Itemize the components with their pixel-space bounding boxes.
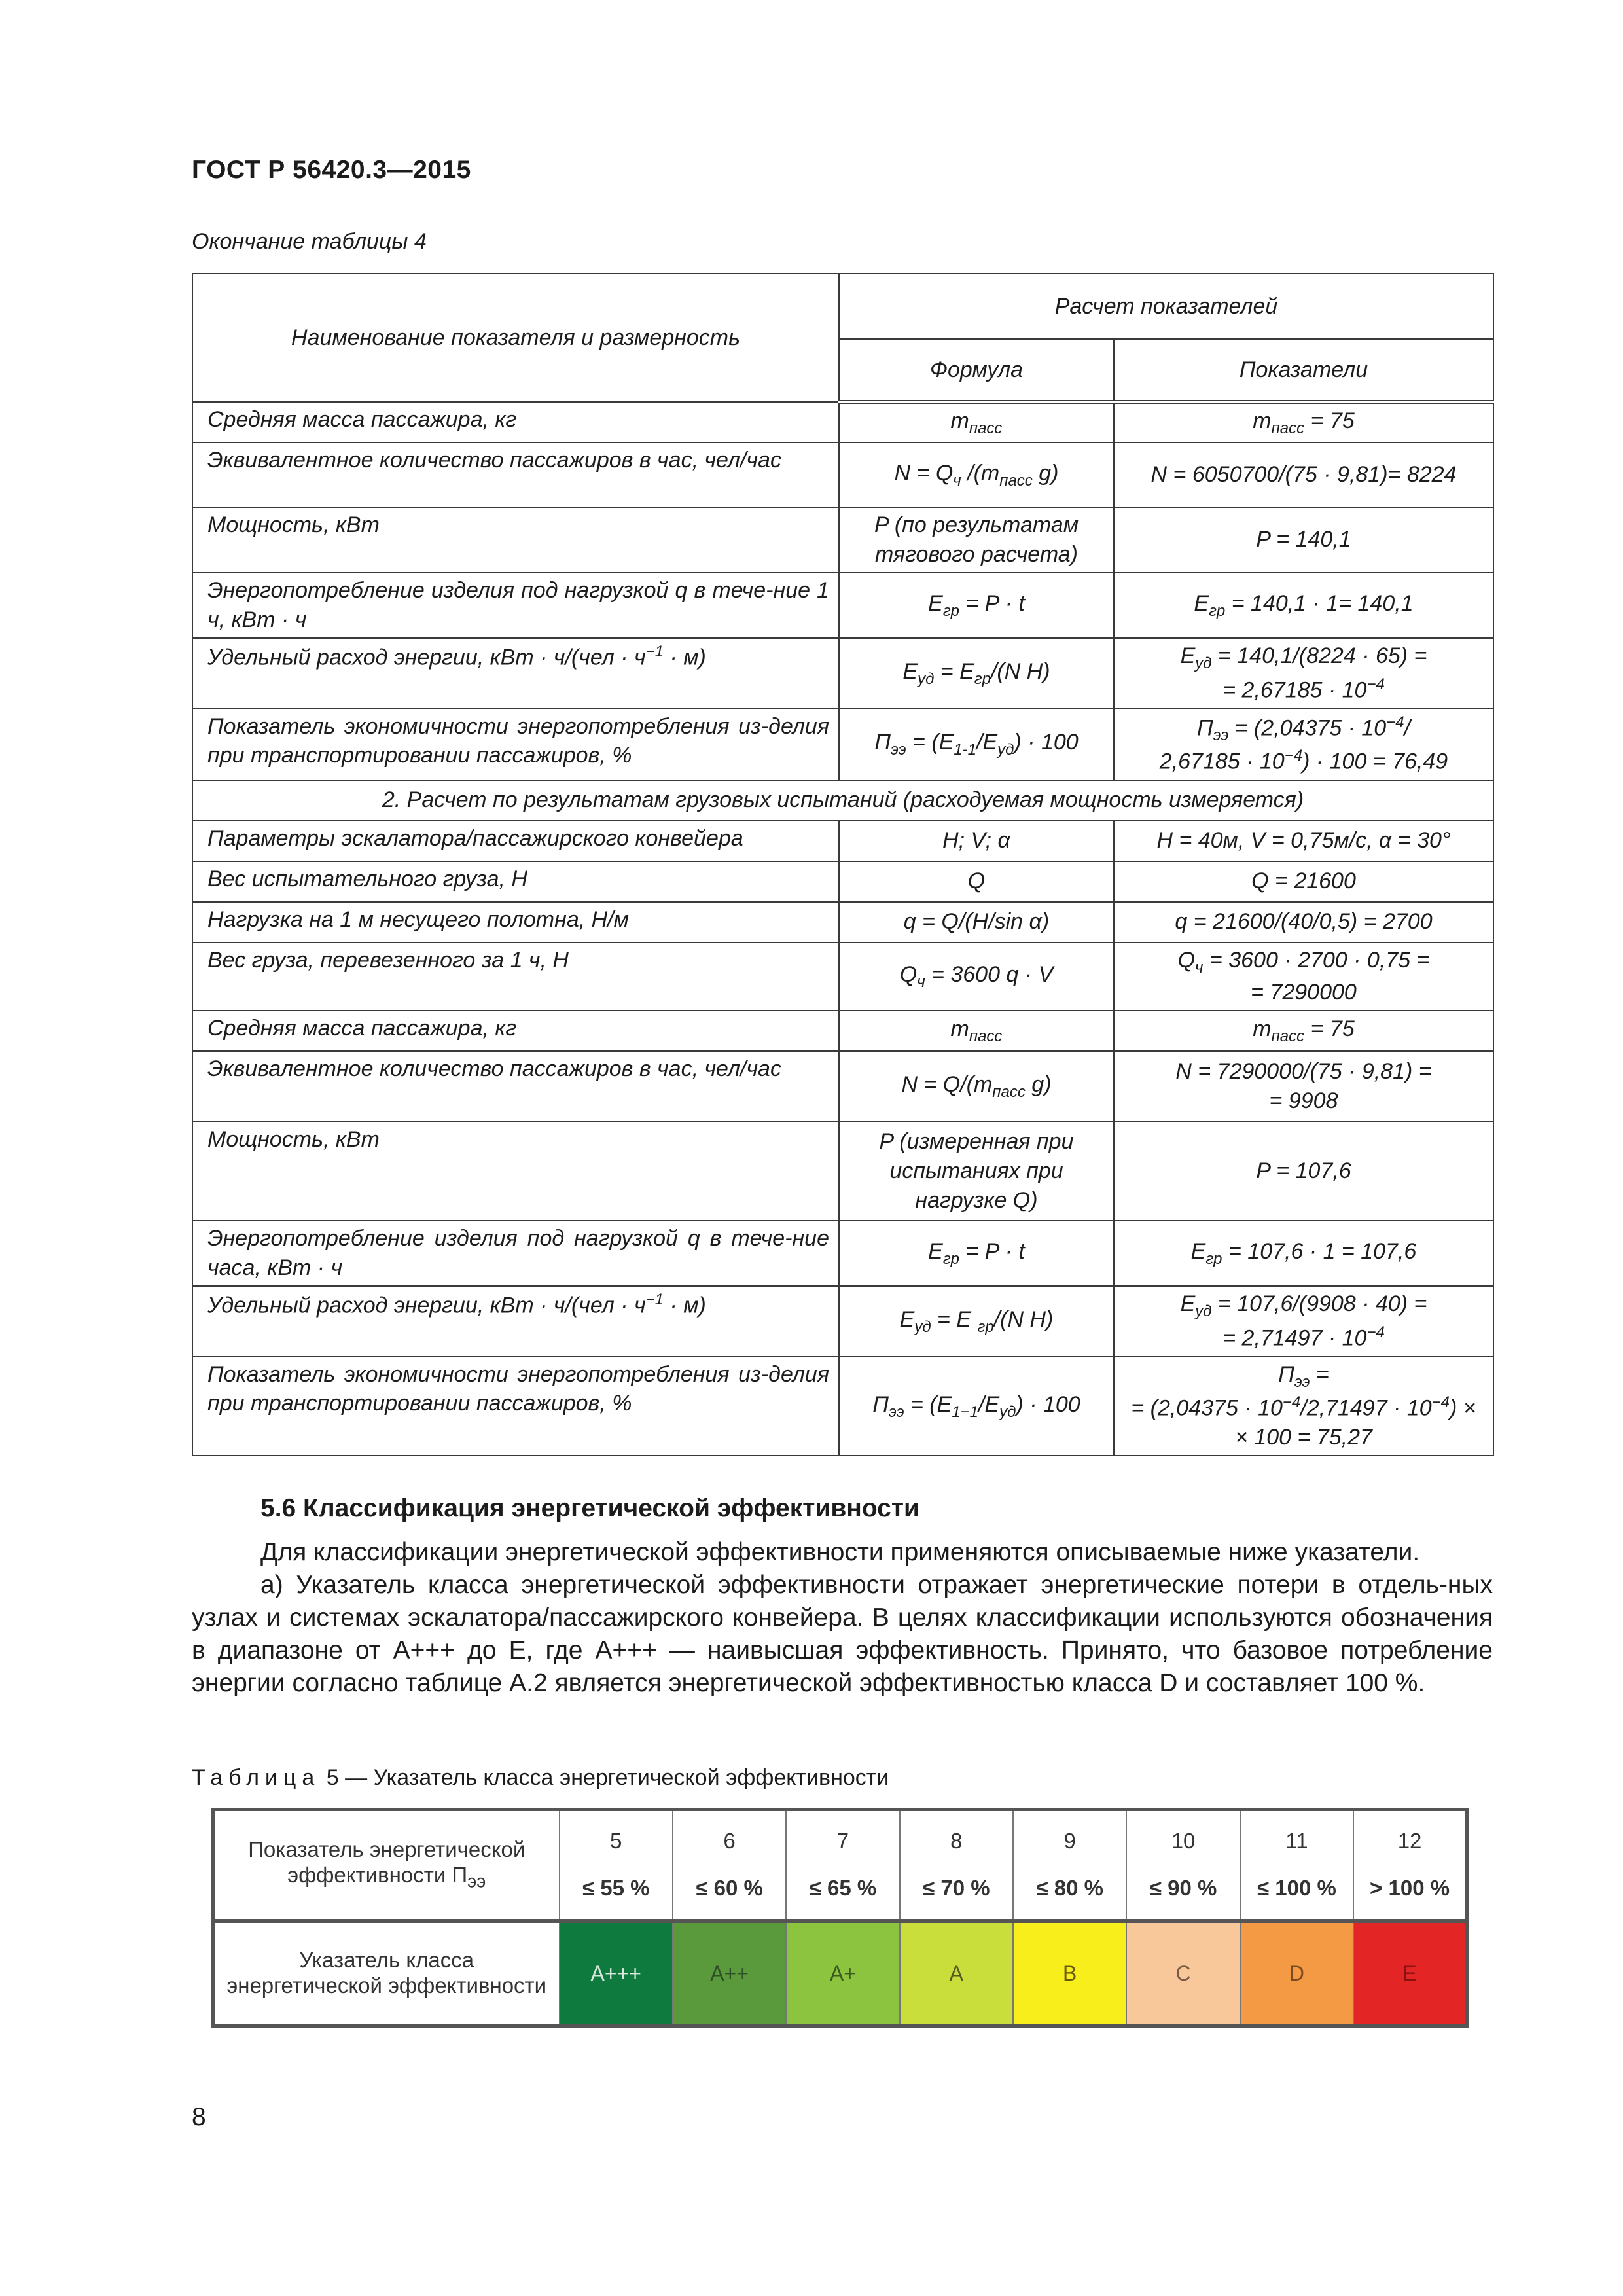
indicator-name-cell: Средняя масса пассажира, кг	[192, 402, 839, 442]
value-cell: Q = 21600	[1114, 861, 1493, 902]
efficiency-range-cell	[786, 1810, 899, 1921]
efficiency-range: ≤ 65 %	[809, 1876, 877, 1901]
page-number: 8	[192, 2103, 206, 2131]
formula-cell: $E_{гр} = P \cdot t$	[839, 1221, 1114, 1286]
efficiency-range-cell	[1126, 1810, 1240, 1921]
value-cell: N = 7290000/(75 · 9,81) = = 9908	[1114, 1051, 1493, 1122]
value-cell: $E_{гр} = 107,6 \cdot 1 = 107,6$	[1114, 1221, 1493, 1286]
efficiency-class-cell: B	[1013, 1921, 1126, 2026]
efficiency-class-row	[213, 1921, 1467, 2026]
table-row	[192, 1011, 1493, 1051]
formula-cell: $E_{уд} = E$ $_{гр}$/(N H)	[839, 1286, 1114, 1357]
formula-cell: $m_{пасс}$	[839, 402, 1114, 442]
table-row	[192, 861, 1493, 902]
table-row	[192, 1357, 1493, 1456]
efficiency-class-cell: E	[1353, 1921, 1467, 2026]
value-cell: $Q_ч = 3600 \cdot 2700 \cdot 0,75$ = = 7290000	[1114, 942, 1493, 1011]
efficiency-range: ≤ 80 %	[1036, 1876, 1103, 1901]
indicator-name-cell: Мощность, кВт	[192, 1122, 839, 1221]
formula-cell: P (по результатам тягового расчета)	[839, 507, 1114, 573]
indicator-name-cell: Вес испытательного груза, Н	[192, 861, 839, 902]
efficiency-range: > 100 %	[1370, 1876, 1450, 1901]
formula-cell: P (измеренная при испытаниях при нагрузке Q)	[839, 1122, 1114, 1221]
value-cell: $П_{ээ} = (2,04375 \cdot 10^{-4}/$ $2,67185 \cdot 10^{-4}) \cdot 100 = 76,49$	[1114, 709, 1493, 780]
efficiency-range: ≤ 70 %	[923, 1876, 990, 1901]
section-title: 5.6 Классификация энергетической эффективности	[260, 1494, 919, 1522]
table5-caption	[192, 1765, 889, 1791]
table-row	[192, 1122, 1493, 1221]
value-cell: $E_{уд} = 140,1/(8224 \cdot 65)$ = = $2,67185 \cdot 10^{-4}$	[1114, 638, 1493, 709]
paragraph: Для классификации энергетической эффективности применяются описываемые ниже указатели.	[260, 1538, 1420, 1566]
column-number: 12	[1397, 1829, 1422, 1854]
efficiency-range-cell	[1353, 1810, 1467, 1921]
indicator-name-cell: Удельный расход энергии, кВт · $ч/(чел \cdot ч^{-1} \cdot м)$	[192, 638, 839, 709]
table-continuation-caption: Окончание таблицы 4	[192, 229, 427, 254]
value-cell: $m_{пасс} = 75$	[1114, 1011, 1493, 1051]
efficiency-class-cell: D	[1240, 1921, 1353, 2026]
body-text	[192, 1536, 1493, 1700]
formula-cell: $N = Q/(m_{пасс}$ g)	[839, 1051, 1114, 1122]
indicator-name-cell: Вес груза, перевезенного за 1 ч, Н	[192, 942, 839, 1011]
formula-cell: H; V; α	[839, 821, 1114, 861]
efficiency-indicator-row	[213, 1810, 1467, 1921]
formula-cell: q = Q/(H/sin α)	[839, 902, 1114, 942]
table-row	[192, 942, 1493, 1011]
table5-caption-prefix: Таблица	[192, 1765, 321, 1790]
formula-cell: Q	[839, 861, 1114, 902]
indicator-name-cell: Показатель экономичности энергопотребления из-делия при транспортировании пассажиров, %	[192, 1357, 839, 1456]
table-row	[192, 442, 1493, 507]
section-heading: 2. Расчет по результатам грузовых испытаний (расходуемая мощность измеряется)	[192, 780, 1493, 821]
document-header: ГОСТ Р 56420.3—2015	[192, 156, 471, 184]
value-cell: $E_{уд} = 107,6/(9908 \cdot 40)$ = = $2,71497 \cdot 10^{-4}$	[1114, 1286, 1493, 1357]
header-calculation-group: Расчет показателей	[839, 274, 1493, 339]
indicator-name-cell: Энергопотребление изделия под нагрузкой q в тече-ние 1 ч, кВт · ч	[192, 573, 839, 638]
section-row	[192, 780, 1493, 821]
column-number: 8	[950, 1829, 963, 1854]
value-cell: $m_{пасс} = 75$	[1114, 402, 1493, 442]
table-row	[192, 507, 1493, 573]
efficiency-range: ≤ 100 %	[1257, 1876, 1336, 1901]
header-formula: Формула	[839, 339, 1114, 402]
value-cell: $П_{ээ}$ = = $(2,04375 \cdot 10^{-4}/2,71497 \cdot 10^{-4})$ × × 100 = 75,27	[1114, 1357, 1493, 1456]
efficiency-class-cell: A+++	[560, 1921, 673, 2026]
header-values: Показатели	[1114, 339, 1493, 402]
efficiency-range-cell	[900, 1810, 1013, 1921]
value-cell: P = 140,1	[1114, 507, 1493, 573]
formula-cell: $П_{ээ} = (E_{1-1}/E_{уд}) \cdot 100$	[839, 1357, 1114, 1456]
table-row	[192, 821, 1493, 861]
calculation-table	[192, 273, 1494, 1456]
efficiency-class-cell: A	[900, 1921, 1013, 2026]
value-cell: P = 107,6	[1114, 1122, 1493, 1221]
efficiency-class-cell: A+	[786, 1921, 899, 2026]
column-number: 9	[1063, 1829, 1076, 1854]
indicator-name-cell: Показатель экономичности энергопотребления из-делия при транспортировании пассажиров, %	[192, 709, 839, 780]
formula-cell: $П_{ээ} = (E_{1-1}/E_{уд}) \cdot 100$	[839, 709, 1114, 780]
column-number: 11	[1285, 1829, 1308, 1854]
indicator-name-cell: Энергопотребление изделия под нагрузкой q в тече-ние часа, кВт · ч	[192, 1221, 839, 1286]
column-number: 10	[1171, 1829, 1196, 1854]
indicator-name-cell: Параметры эскалатора/пассажирского конвейера	[192, 821, 839, 861]
formula-cell: $N = Q_ч$ $/(m_{пасс}$ g)	[839, 442, 1114, 507]
value-cell: N = 6050700/(75 · 9,81)= 8224	[1114, 442, 1493, 507]
efficiency-range: ≤ 60 %	[696, 1876, 763, 1901]
indicator-name-cell: Нагрузка на 1 м несущего полотна, Н/м	[192, 902, 839, 942]
table5-caption-text: 5 — Указатель класса энергетической эффективности	[320, 1765, 889, 1790]
efficiency-range-cell	[1013, 1810, 1126, 1921]
efficiency-class-cell: A++	[673, 1921, 786, 2026]
paragraph: а) Указатель класса энергетической эффективности отражает энергетические потери в отдель-ных узлах и системах эскалатора/пассажирского конвейера. В целях классификации используются обозначения в диапазоне от А+++ до Е, где А+++ — наивысшая эффективность. Принято, что базовое потребление энергии согласно таблице А.2 является энергетической эффективностью класса D и составляет 100 %.	[192, 1571, 1493, 1697]
table-row	[192, 1286, 1493, 1357]
table-row	[192, 1221, 1493, 1286]
table-row	[192, 573, 1493, 638]
efficiency-range-cell	[560, 1810, 673, 1921]
efficiency-range-cell	[673, 1810, 786, 1921]
efficiency-class-label: Указатель класса энергетической эффективности	[213, 1921, 560, 2026]
value-cell: H = 40м, V = 0,75м/с, α = 30°	[1114, 821, 1493, 861]
formula-cell: $Q_ч = 3600$ q · V	[839, 942, 1114, 1011]
column-number: 7	[836, 1829, 849, 1854]
indicator-name-cell: Эквивалентное количество пассажиров в час, чел/час	[192, 442, 839, 507]
table-row	[192, 709, 1493, 780]
value-cell: q = 21600/(40/0,5) = 2700	[1114, 902, 1493, 942]
indicator-name-cell: Средняя масса пассажира, кг	[192, 1011, 839, 1051]
indicator-name-cell: Удельный расход энергии, кВт · $ч/(чел \cdot ч^{-1} \cdot м)$	[192, 1286, 839, 1357]
table-row	[192, 402, 1493, 442]
table-row	[192, 902, 1493, 942]
table-row	[192, 638, 1493, 709]
efficiency-class-cell: C	[1126, 1921, 1240, 2026]
table-row	[192, 1051, 1493, 1122]
calculation-table-body	[192, 402, 1493, 1456]
formula-cell: $E_{гр} = P \cdot t$	[839, 573, 1114, 638]
column-number: 5	[610, 1829, 622, 1854]
formula-cell: $E_{уд} = E_{гр}/(N$ H)	[839, 638, 1114, 709]
efficiency-range-cell	[1240, 1810, 1353, 1921]
efficiency-indicator-label: Показатель энергетической эффективности $П_{ээ}$	[213, 1810, 560, 1921]
efficiency-range: ≤ 90 %	[1149, 1876, 1217, 1901]
efficiency-range: ≤ 55 %	[582, 1876, 650, 1901]
indicator-name-cell: Мощность, кВт	[192, 507, 839, 573]
header-indicator-name: Наименование показателя и размерность	[192, 274, 839, 402]
value-cell: $E_{гр} = 140,1 \cdot 1= 140,1$	[1114, 573, 1493, 638]
formula-cell: $m_{пасс}$	[839, 1011, 1114, 1051]
indicator-name-cell: Эквивалентное количество пассажиров в час, чел/час	[192, 1051, 839, 1122]
efficiency-class-table	[211, 1808, 1469, 2028]
column-number: 6	[723, 1829, 736, 1854]
